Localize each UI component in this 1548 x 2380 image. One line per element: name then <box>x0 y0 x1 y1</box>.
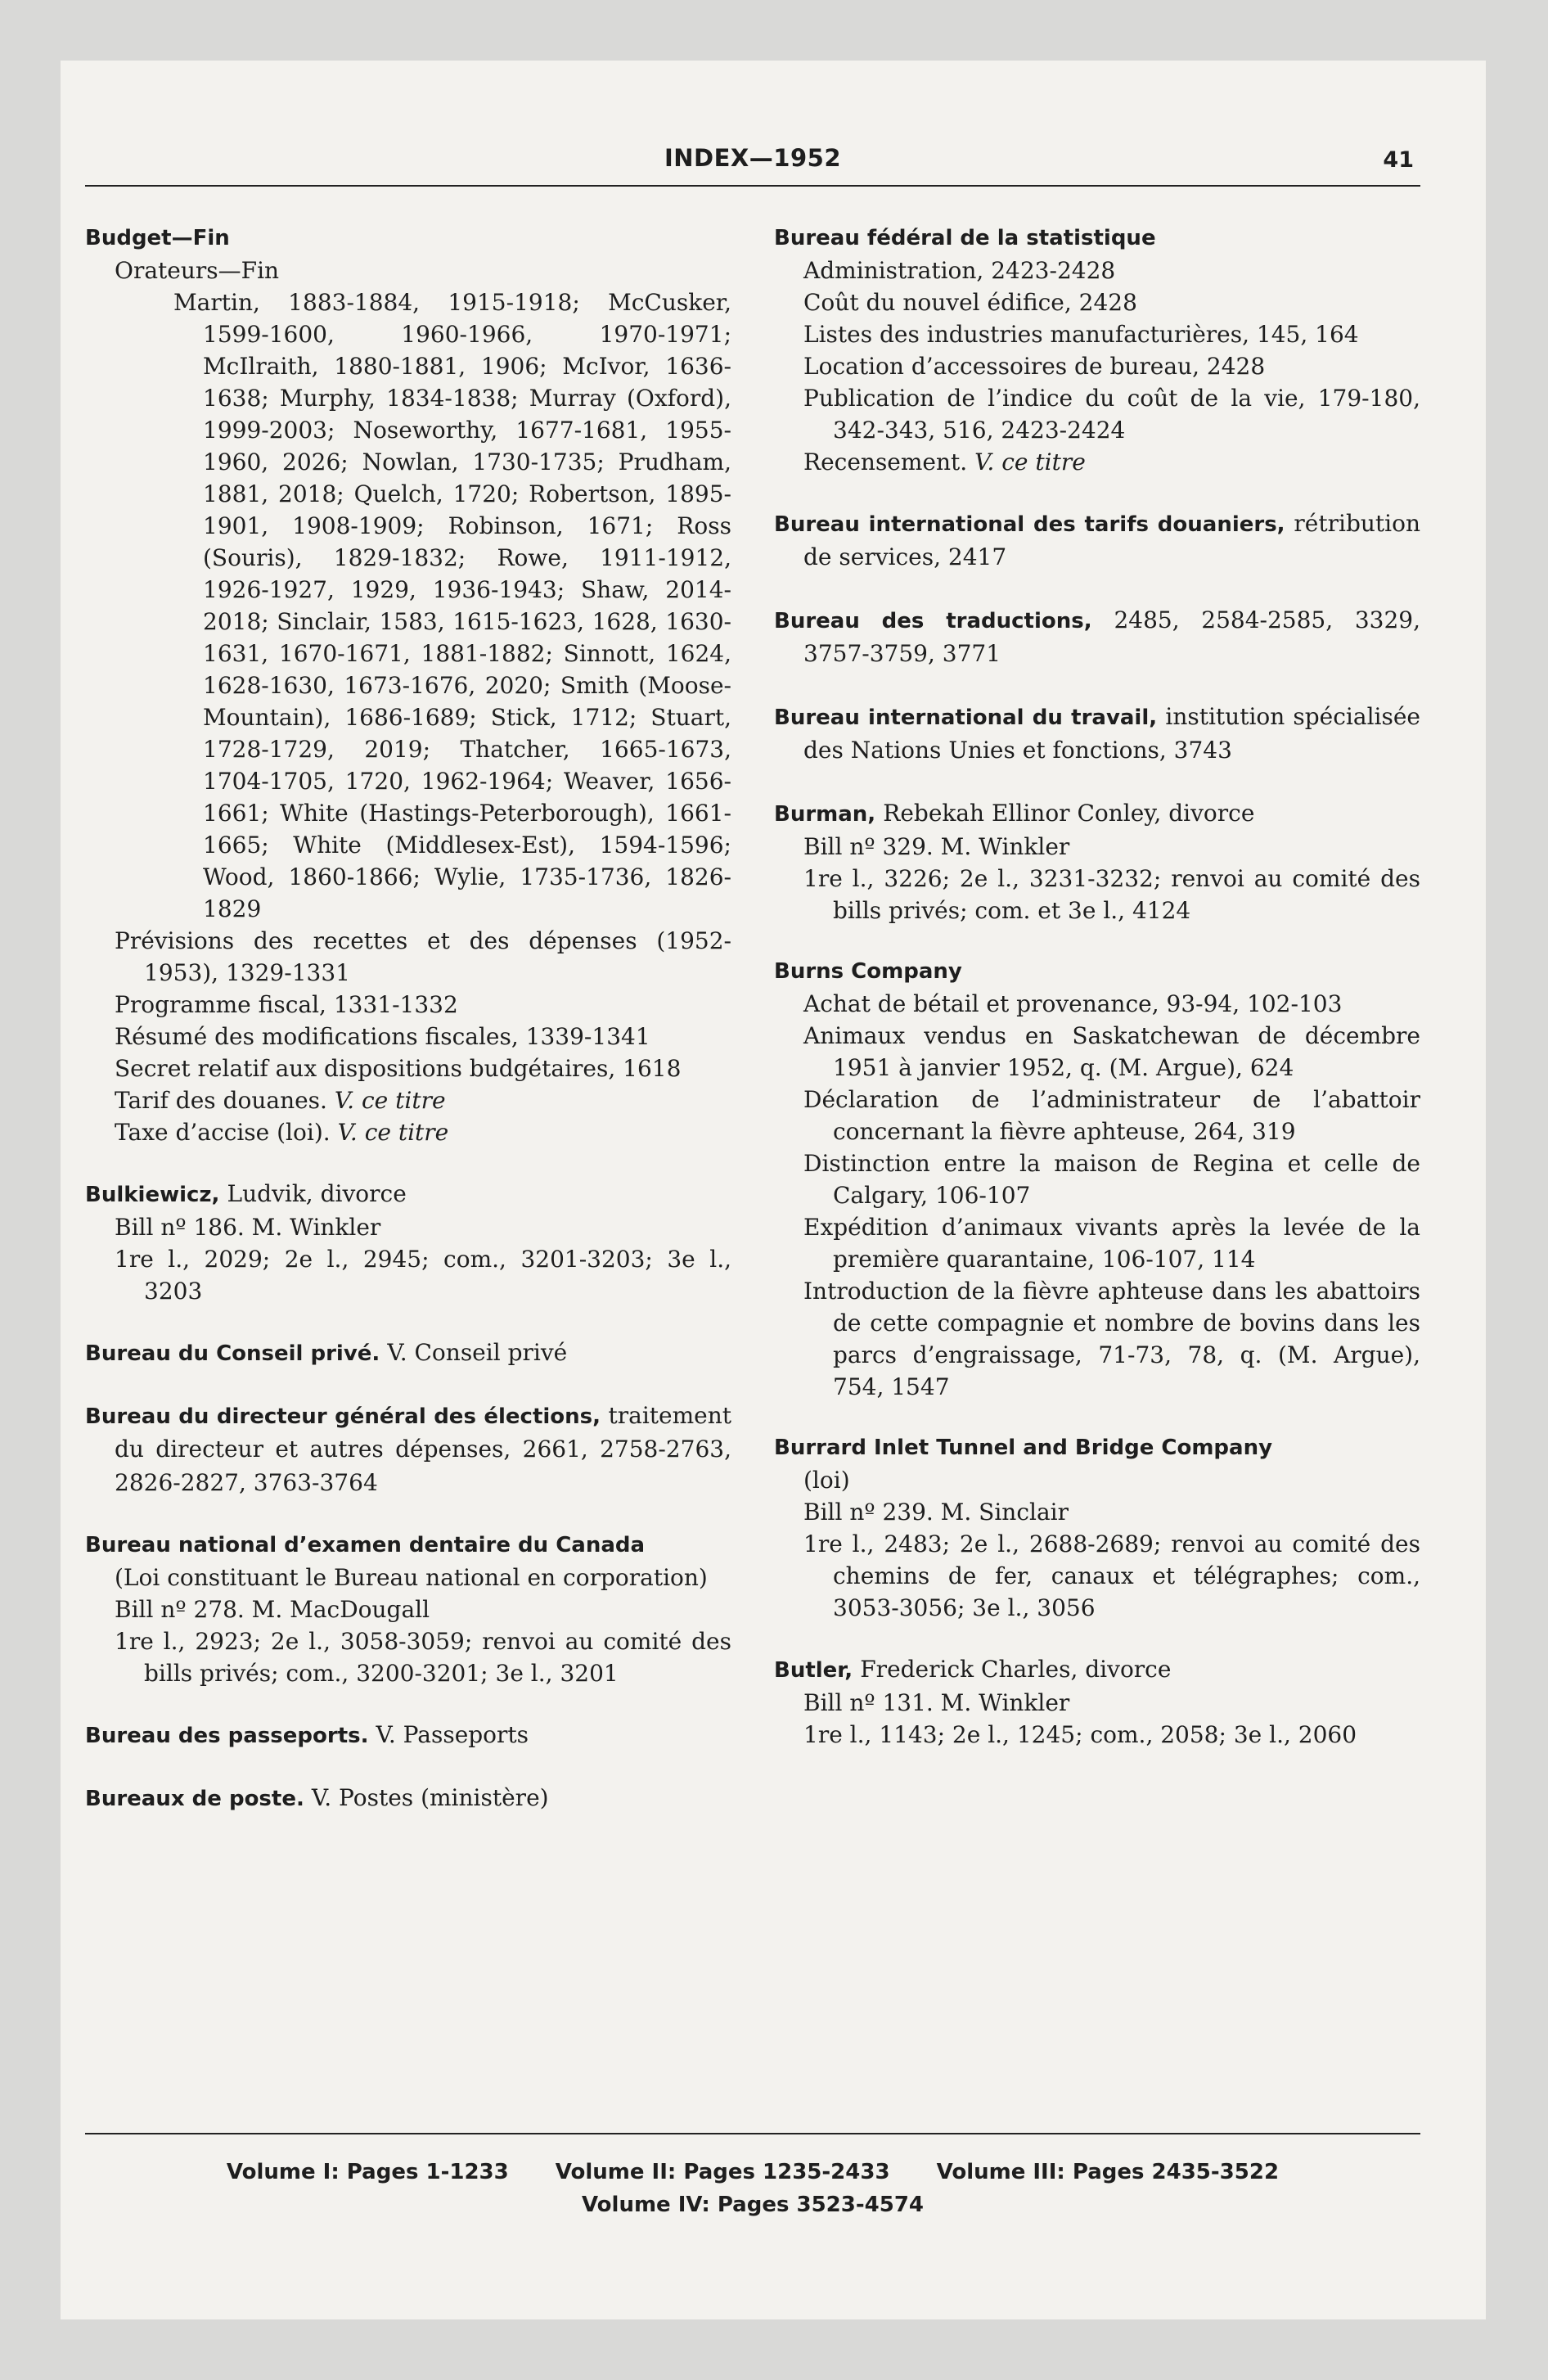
entry-heading <box>85 1336 731 1370</box>
cross-reference: V. Passeports <box>376 1721 529 1748</box>
heading-text: Burman, <box>774 802 876 827</box>
heading-rest: traitement du directeur et autres dépenses, 2661, 2758-2763, 2826-2827, 3763-3764 <box>115 1402 731 1496</box>
entry-heading <box>774 604 1420 671</box>
list-item: Coût du nouvel édifice, 2428 <box>803 289 1137 316</box>
list-item: Achat de bétail et provenance, 93-94, 102-103 <box>803 990 1343 1017</box>
volume-footer <box>85 2156 1420 2221</box>
left-column <box>85 223 731 1815</box>
list-item: Introduction de la fièvre aphteuse dans les abattoirs de cette compagnie et nombre de bovins dans les parcs d’engraissage, 71-73, 78, q. (M. Argue), 754, 1547 <box>803 1278 1420 1400</box>
heading-text: Bureau du directeur général des élections, <box>85 1404 601 1429</box>
speakers-list: Martin, 1883-1884, 1915-1918; McCusker, 1599-1600, 1960-1966, 1970-1971; McIlraith, 1880-1881, 1906; McIvor, 1636-1638; Murphy, 1834-1838; Murray (Oxford), 1999-2003; Noseworthy, 1677-1681, 1955-1960, 2026; Nowlan, 1730-1735; Prudham, 1881, 2018; Quelch, 1720; Robertson, 1895-1901, 1908-1909; Robinson, 1671; Ross (Souris), 1829-1832; Rowe, 1911-1912, 1926-1927, 1929, 1936-1943; Shaw, 2014-2018; Sinclair, 1583, 1615-1623, 1628, 1630-1631, 1670-1671, 1881-1882; Sinnott, 1624, 1628-1630, 1673-1676, 2020; Smith (Moose-Mountain), 1686-1689; Stick, 1712; Stuart, 1728-1729, 2019; Thatcher, 1665-1673, 1704-1705, 1720, 1962-1964; Weaver, 1656-1661; White (Hastings-Peterborough), 1661-1665; White (Middlesex-Est), 1594-1596; Wood, 1860-1866; Wylie, 1735-1736, 1826-1829 <box>173 289 731 922</box>
entry-heading <box>85 1178 731 1211</box>
heading-text: Bureau international du travail, <box>774 705 1158 730</box>
page-number: 41 <box>1383 147 1414 173</box>
bill-line: Bill nº 329. M. Winkler <box>803 833 1070 860</box>
heading-text: Bulkiewicz, <box>85 1183 220 1207</box>
item-text: Recensement. <box>803 449 968 476</box>
volume-1-range: Volume I: Pages 1-1233 <box>226 2160 509 2184</box>
bill-line: Bill nº 186. M. Winkler <box>115 1214 381 1241</box>
list-item: Publication de l’indice du coût de la vie, 179-180, 342-343, 516, 2423-2424 <box>803 385 1420 444</box>
readings-line: 1re l., 1143; 2e l., 1245; com., 2058; 3e l., 2060 <box>803 1721 1357 1748</box>
entry-heading <box>774 797 1420 831</box>
cross-reference: V. ce titre <box>974 449 1086 476</box>
list-item: Listes des industries manufacturières, 145, 164 <box>803 321 1359 348</box>
heading-text: Bureau des traductions, <box>774 609 1092 633</box>
loi-line: (Loi constituant le Bureau national en corporation) <box>115 1564 708 1591</box>
heading-rest: institution spécialisée des Nations Unies et fonctions, 3743 <box>803 703 1420 764</box>
cross-reference: V. ce titre <box>334 1087 446 1114</box>
entry-heading <box>85 1719 731 1752</box>
list-item: Administration, 2423-2428 <box>803 257 1116 284</box>
list-item: Programme fiscal, 1331-1332 <box>115 991 458 1018</box>
heading-rest: Ludvik, divorce <box>227 1180 407 1207</box>
footer-divider <box>85 2133 1420 2134</box>
list-item: Distinction entre la maison de Regina et celle de Calgary, 106-107 <box>803 1150 1420 1209</box>
entry-heading <box>85 1400 731 1500</box>
cross-reference: V. Conseil privé <box>387 1339 568 1366</box>
heading-rest: Rebekah Ellinor Conley, divorce <box>883 800 1255 827</box>
bill-line: Bill nº 239. M. Sinclair <box>803 1499 1069 1526</box>
entry-heading: Budget—Fin <box>85 226 230 250</box>
entry-heading: Bureau national d’examen dentaire du Canada <box>85 1533 646 1557</box>
entry-heading: Bureau fédéral de la statistique <box>774 226 1156 250</box>
heading-text: Bureau des passeports. <box>85 1724 369 1748</box>
heading-rest: rétribution de services, 2417 <box>803 510 1420 570</box>
entry-heading: Burrard Inlet Tunnel and Bridge Company <box>774 1436 1273 1460</box>
volume-4-range: Volume IV: Pages 3523-4574 <box>581 2193 925 2217</box>
heading-rest: Frederick Charles, divorce <box>860 1656 1172 1683</box>
item-text: Taxe d’accise (loi). <box>115 1119 331 1146</box>
page-title: INDEX—1952 <box>664 144 841 172</box>
subheading: Orateurs—Fin <box>115 257 280 284</box>
volume-2-range: Volume II: Pages 1235-2433 <box>555 2160 890 2184</box>
list-item: Prévisions des recettes et des dépenses (1952-1953), 1329-1331 <box>115 927 731 986</box>
cross-reference: V. Postes (ministère) <box>311 1784 549 1811</box>
heading-text: Bureau du Conseil privé. <box>85 1341 380 1366</box>
entry-heading <box>774 1653 1420 1687</box>
list-item <box>774 446 1420 478</box>
bill-line: Bill nº 131. M. Winkler <box>803 1689 1070 1716</box>
list-item: Déclaration de l’administrateur de l’abattoir concernant la fièvre aphteuse, 264, 319 <box>803 1086 1420 1145</box>
list-item <box>85 1116 731 1148</box>
volume-3-range: Volume III: Pages 2435-3522 <box>936 2160 1280 2184</box>
list-item: Secret relatif aux dispositions budgétaires, 1618 <box>115 1055 682 1082</box>
bill-line: Bill nº 278. M. MacDougall <box>115 1596 430 1623</box>
readings-line: 1re l., 3226; 2e l., 3231-3232; renvoi au comité des bills privés; com. et 3e l., 4124 <box>803 865 1420 924</box>
readings-line: 1re l., 2923; 2e l., 3058-3059; renvoi au comité des bills privés; com., 3200-3201; 3e l., 3201 <box>115 1628 731 1687</box>
entry-heading <box>774 701 1420 768</box>
list-item: Location d’accessoires de bureau, 2428 <box>803 353 1266 380</box>
entry-heading: Burns Company <box>774 959 962 984</box>
readings-line: 1re l., 2029; 2e l., 2945; com., 3201-3203; 3e l., 3203 <box>115 1246 731 1305</box>
list-item: Expédition d’animaux vivants après la levée de la première quarantaine, 106-107, 114 <box>803 1214 1420 1273</box>
heading-text: Bureaux de poste. <box>85 1787 304 1811</box>
heading-text: Bureau international des tarifs douaniers, <box>774 512 1285 537</box>
entry-heading <box>85 1782 731 1815</box>
list-item: Résumé des modifications fiscales, 1339-1341 <box>115 1023 650 1050</box>
entry-heading <box>774 507 1420 575</box>
list-item: Animaux vendus en Saskatchewan de décembre 1951 à janvier 1952, q. (M. Argue), 624 <box>803 1022 1420 1081</box>
cross-reference: V. ce titre <box>337 1119 449 1146</box>
heading-text: Butler, <box>774 1658 853 1683</box>
list-item <box>85 1084 731 1116</box>
loi-line: (loi) <box>803 1467 850 1494</box>
page-header <box>85 139 1420 187</box>
right-column <box>774 223 1420 1751</box>
readings-line: 1re l., 2483; 2e l., 2688-2689; renvoi au comité des chemins de fer, canaux et télégraphes; com., 3053-3056; 3e l., 3056 <box>803 1530 1420 1621</box>
item-text: Tarif des douanes. <box>115 1087 327 1114</box>
heading-rest: 2485, 2584-2585, 3329, 3757-3759, 3771 <box>803 606 1420 667</box>
